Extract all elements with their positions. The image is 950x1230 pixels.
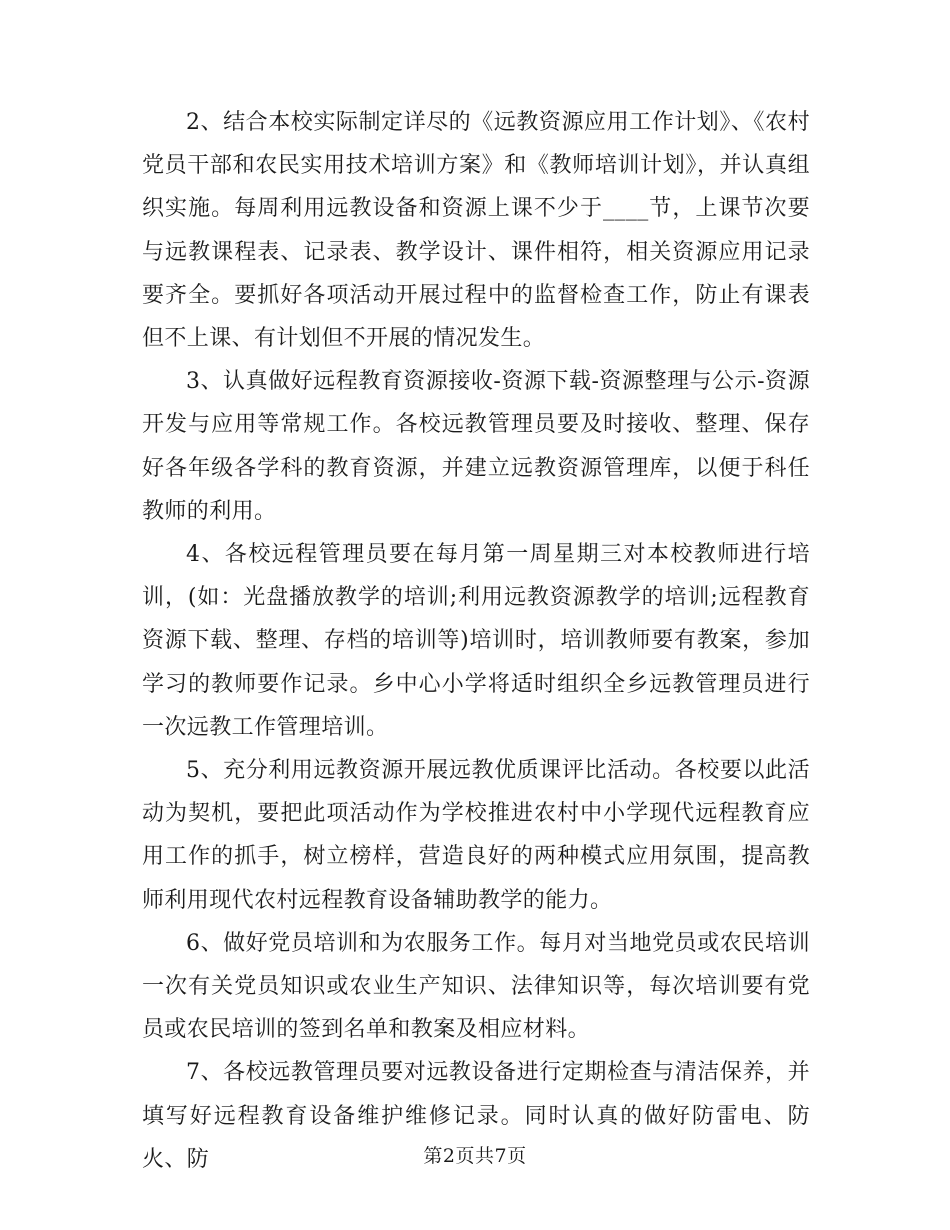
paragraph-item-3: 3、认真做好远程教育资源接收-资源下载-资源整理与公示-资源开发与应用等常规工作。各校远教管理员要及时接收、整理、保存好各年级各学科的教育资源，并建立远教资源管理库，以便于科任教师的利用。 bbox=[142, 369, 810, 524]
paragraph-item-6: 6、做好党员培训和为农服务工作。每月对当地党员或农民培训一次有关党员知识或农业生产知识、法律知识等，每次培训要有党员或农民培训的签到名单和教案及相应材料。 bbox=[142, 930, 810, 1043]
paragraph-item-2: 2、结合本校实际制定详尽的《远教资源应用工作计划》、《农村党员干部和农民实用技术培训方案》和《教师培训计划》，并认真组织实施。每周利用远教设备和资源上课不少于____节，上课节次要与远教课程表、记录表、教学设计、课件相符，相关资源应用记录要齐全。要抓好各项活动开展过程中的监督检查工作，防止有课表但不上课、有计划但不开展的情况发生。 bbox=[142, 110, 810, 352]
paragraph-item-5: 5、充分利用远教资源开展远教优质课评比活动。各校要以此活动为契机，要把此项活动作为学校推进农村中小学现代远程教育应用工作的抓手，树立榜样，营造良好的两种模式应用氛围，提高教师利用现代农村远程教育设备辅助教学的能力。 bbox=[142, 758, 810, 913]
paragraph-item-4: 4、各校远程管理员要在每月第一周星期三对本校教师进行培训，(如：光盘播放教学的培训;利用远教资源教学的培训;远程教育资源下载、整理、存档的培训等)培训时，培训教师要有教案，参加学习的教师要作记录。乡中心小学将适时组织全乡远教管理员进行一次远教工作管理培训。 bbox=[142, 542, 810, 740]
paragraph-item-7: 7、各校远教管理员要对远教设备进行定期检查与清洁保养，并填写好远程教育设备维护维修记录。同时认真的做好防雷电、防火、防 bbox=[142, 1060, 810, 1172]
document-body bbox=[142, 101, 810, 1181]
page-number-footer: 第2页共7页 bbox=[423, 1145, 527, 1167]
